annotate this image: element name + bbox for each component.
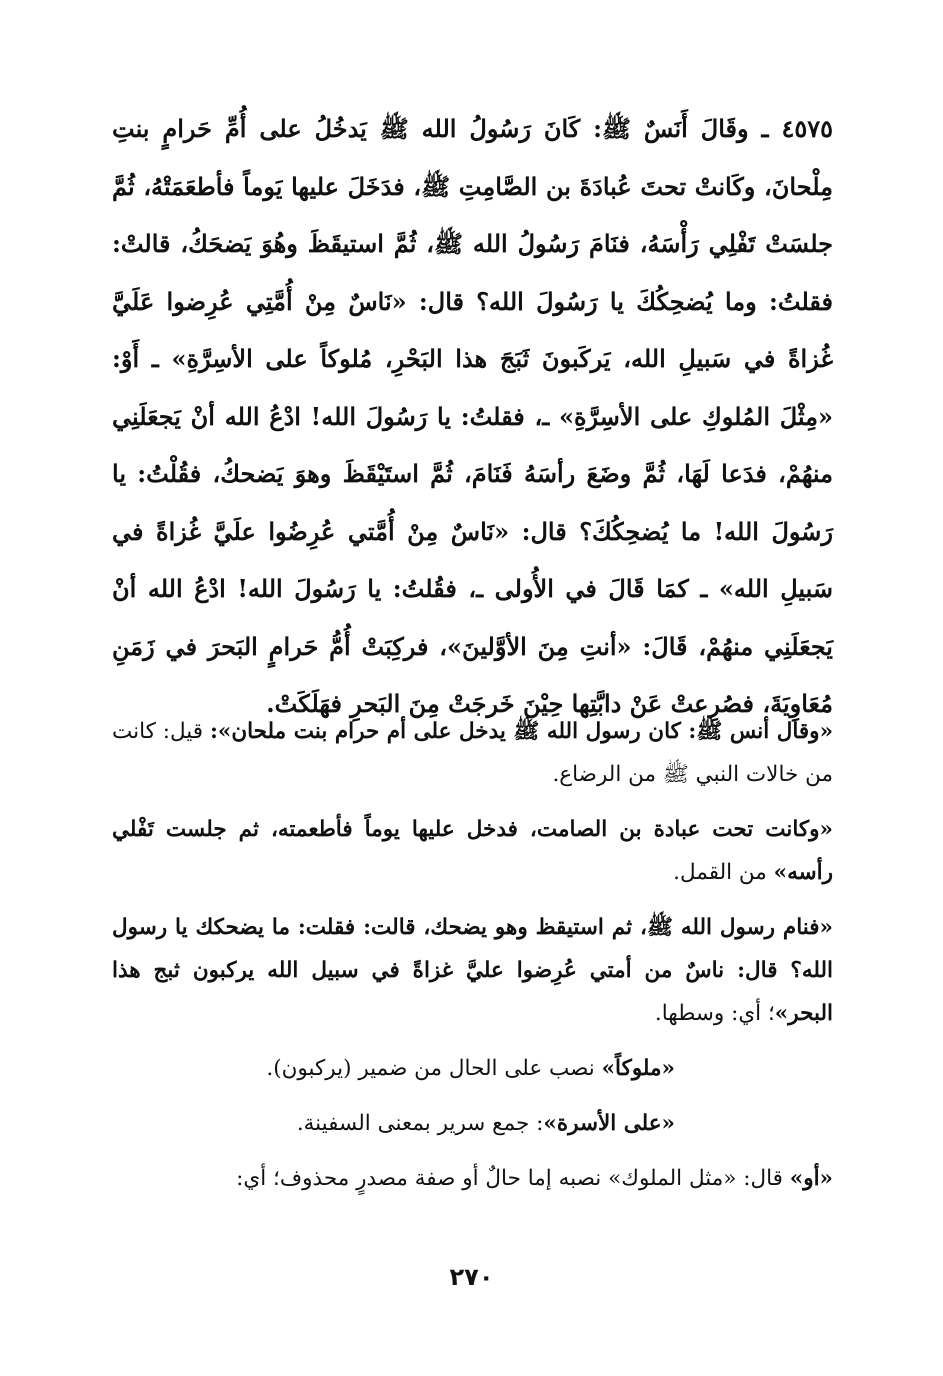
hadith-text [112, 100, 833, 733]
commentary-note: قيل: كانت من خالات النبي ﷺ من الرضاع. [112, 719, 833, 787]
commentary-paragraph [112, 1047, 833, 1090]
commentary-paragraph [112, 906, 833, 1035]
commentary-note: قال: «مثل الملوك» نصبه إما حالٌ أو صفة مصدرٍ محذوف؛ أي: [236, 1166, 790, 1191]
commentary-paragraph [112, 710, 833, 796]
commentary-paragraph [112, 1102, 833, 1145]
commentary-paragraph [112, 808, 833, 894]
commentary-quote: «ملوكاً» [601, 1056, 675, 1081]
commentary-quote: «وقال أنس ﷺ: كان رسول الله ﷺ يدخل على أم حرام بنت ملحان»: [209, 719, 834, 744]
commentary-note: ؛ أي: وسطها. [654, 1001, 775, 1026]
commentary-section [112, 710, 833, 1212]
commentary-quote: «وكانت تحت عبادة بن الصامت، فدخل عليها يوماً فأطعمته، ثم جلست تَفْلي رأسه» [112, 817, 833, 885]
commentary-paragraph [112, 1157, 833, 1200]
commentary-quote: «أو» [789, 1166, 833, 1191]
commentary-note: : جمع سرير بمعنى السفينة. [296, 1111, 544, 1136]
commentary-note: نصب على الحال من ضمير (يركبون). [266, 1056, 602, 1081]
commentary-note: من القمل. [673, 860, 774, 885]
hadith-body: ٤٥٧٥ ـ وقَالَ أَنَسٌ ﷺ: كَانَ رَسُولُ الله ﷺ يَدخُلُ على أُمِّ حَرامٍ بنتِ مِلْحانَ، وكَانتْ تحتَ عُبادَةَ بن الصَّامِتِ ﷺ، فدَخَلَ عليها يَوماً فأطعَمَتْهُ، ثُمَّ جلسَتْ تَفْلِي رَأْسَهُ، فنَامَ رَسُولُ الله ﷺ، ثُمَّ استيقَظَ وهُوَ يَضحَكُ، قالتْ: فقلتُ: وما يُضحِكُكَ يا رَسُولَ الله؟ قال: «نَاسٌ مِنْ أُمَّتِي عُرِضوا عَلَيَّ غُزاةً في سَبيلِ الله، يَركَبونَ ثَبَجَ هذا البَحْرِ، مُلوكاً على الأسِرَّةِ» ـ أَوْ: «مِثْلَ المُلوكِ على الأسِرَّةِ» ـ، فقلتُ: يا رَسُولَ الله! ادْعُ الله أنْ يَجعَلَنِي منهُمْ، فدَعا لَهَا، ثُمَّ وضَعَ رأسَهُ فَنَامَ، ثُمَّ استَيْقَظَ وهوَ يَضحكُ، فقُلْتُ: يا رَسُولَ الله! ما يُضحِكُكَ؟ قال: «نَاسٌ مِنْ أُمَّتي عُرِضُوا علَيَّ غُزاةً في سَبيلِ الله» ـ كمَا قَالَ في الأُولى ـ، فقُلتُ: يا رَسُولَ الله! ادْعُ الله أنْ يَجعَلَنِي منهُمْ، قَالَ: «أنتِ مِنَ الأوَّلينَ»، فركِبَتْ أُمُّ حَرامٍ البَحرَ في زَمَنِ مُعَاوِيَةَ، فصُرِعتْ عَنْ دابَّتِها حِيْنَ خَرجَتْ مِنَ البَحرِ فهَلَكَتْ. [112, 114, 833, 718]
commentary-quote: «على الأسرة» [543, 1111, 675, 1136]
page-number: ٢٧٠ [449, 1263, 494, 1291]
commentary-quote: «فنام رسول الله ﷺ، ثم استيقظ وهو يضحك، قالت: فقلت: ما يضحكك يا رسول الله؟ قال: ناسٌ من أمتي عُرِضوا عليَّ غزاةً في سبيل الله يركبون ثبج هذا البحر» [112, 915, 833, 1026]
